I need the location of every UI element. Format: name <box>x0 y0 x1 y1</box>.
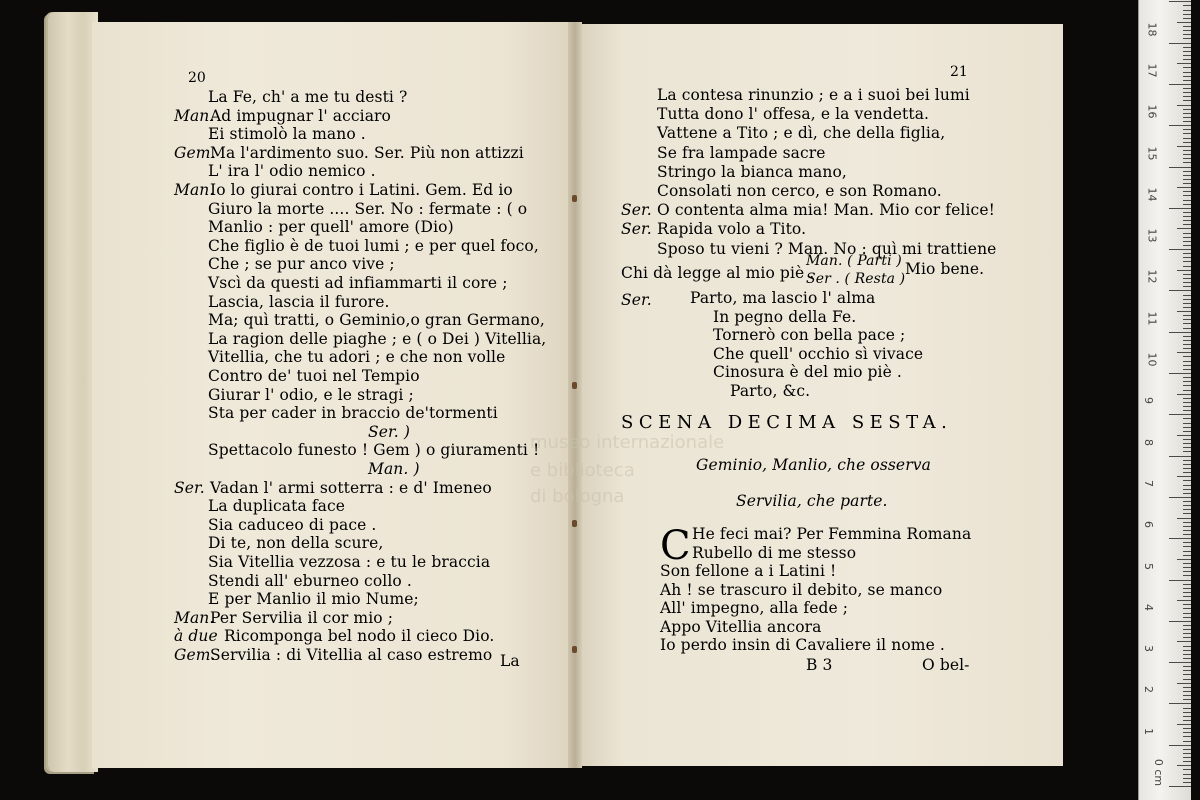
ruler-tick <box>1183 617 1191 618</box>
ruler-tick <box>1183 575 1191 576</box>
ruler-tick <box>1183 390 1191 391</box>
page-number-right: 21 <box>950 64 968 80</box>
ruler-tick <box>1183 608 1191 609</box>
ruler-tick <box>1169 290 1191 291</box>
catchword-right: O bel- <box>922 656 970 674</box>
ruler-tick <box>1183 274 1191 275</box>
ruler-tick <box>1169 332 1191 333</box>
ruler-tick <box>1183 328 1191 329</box>
ruler-tick <box>1183 195 1191 196</box>
ruler-tick <box>1183 138 1191 139</box>
ruler-tick <box>1183 191 1191 192</box>
ruler-tick <box>1183 171 1191 172</box>
verse-line: La Fe, ch' a me tu desti ? <box>208 88 408 106</box>
aria-line: Tornerò con bella pace ; <box>713 326 906 345</box>
ruler-tick <box>1183 245 1191 246</box>
ruler-tick <box>1183 282 1191 283</box>
ruler-tick <box>1169 373 1191 374</box>
ruler-tick <box>1169 745 1191 746</box>
ruler-tick <box>1183 489 1191 490</box>
watermark-line: museo internazionale <box>530 432 725 453</box>
ruler-tick <box>1183 356 1191 357</box>
speaker-label: Man. <box>174 608 215 627</box>
speaker-label: Man. <box>174 106 215 125</box>
ruler-tick <box>1183 451 1191 452</box>
ruler-tick <box>1183 637 1191 638</box>
ruler-tick <box>1183 51 1191 52</box>
ruler-tick <box>1183 344 1191 345</box>
verse-line: L' ira l' odio nemico . <box>208 162 376 181</box>
verse-line: La duplicata face <box>208 497 346 516</box>
ruler-tick <box>1177 146 1191 147</box>
ruler-tick <box>1183 315 1191 316</box>
ruler-tick <box>1183 121 1191 122</box>
ruler-tick <box>1183 712 1191 713</box>
ruler-tick <box>1183 443 1191 444</box>
ruler-tick <box>1183 551 1191 552</box>
ruler-tick <box>1183 654 1191 655</box>
ruler-tick <box>1183 522 1191 523</box>
verse-line: Giurar l' odio, e le stragi ; <box>208 385 414 404</box>
ruler-tick <box>1177 228 1191 229</box>
catchword-left: La <box>500 652 520 670</box>
speaker-label: Gem. <box>174 143 216 162</box>
ruler-tick <box>1183 418 1191 419</box>
ruler-label: 7 <box>1142 479 1155 487</box>
ruler-tick <box>1177 105 1191 106</box>
ruler-tick <box>1183 237 1191 238</box>
ruler-tick <box>1183 10 1191 11</box>
ruler-tick <box>1183 26 1191 27</box>
ruler-label: 1 <box>1142 727 1155 735</box>
ruler-tick <box>1183 650 1191 651</box>
speaker-label: Man. <box>174 181 215 199</box>
ruler-tick <box>1183 670 1191 671</box>
ruler-tick <box>1183 369 1191 370</box>
ruler-tick <box>1183 571 1191 572</box>
ruler-tick <box>1177 518 1191 519</box>
ruler-tick <box>1169 84 1191 85</box>
ruler-tick <box>1183 753 1191 754</box>
monologue-line: Son fellone a i Latini ! <box>660 562 837 580</box>
drop-cap: C <box>660 523 691 569</box>
ruler-tick <box>1183 505 1191 506</box>
ruler-tick <box>1183 687 1191 688</box>
ruler-tick <box>1183 613 1191 614</box>
ruler-tick <box>1183 113 1191 114</box>
ruler-tick <box>1183 67 1191 68</box>
ruler-tick <box>1183 736 1191 737</box>
ruler-label: 0 cm <box>1152 758 1166 787</box>
ruler-tick <box>1183 625 1191 626</box>
ruler-tick <box>1183 183 1191 184</box>
ruler-tick <box>1169 249 1191 250</box>
ruler-tick <box>1183 38 1191 39</box>
ruler-tick <box>1169 1 1191 2</box>
ruler-tick <box>1177 765 1191 766</box>
book-gutter <box>568 22 582 768</box>
split-line-top: Man. ( Parti ) <box>806 253 902 269</box>
ruler-tick <box>1183 80 1191 81</box>
ruler-tick <box>1183 526 1191 527</box>
verse-line: Spettacolo funesto ! Gem ) o giuramenti ! <box>208 441 540 460</box>
split-line-pre: Chi dà legge al mio piè . <box>621 264 815 282</box>
ruler-tick <box>1183 592 1191 593</box>
verse-line: Man. ) <box>368 460 420 478</box>
ruler-tick <box>1183 96 1191 97</box>
monologue-line: Appo Vitellia ancora <box>660 617 822 636</box>
ruler-tick <box>1183 336 1191 337</box>
scene-heading: SCENA DECIMA SESTA. <box>621 412 953 433</box>
ruler-tick <box>1177 641 1191 642</box>
ruler-tick <box>1183 427 1191 428</box>
binding-stitch <box>572 382 577 389</box>
ruler-tick <box>1183 596 1191 597</box>
ruler-tick <box>1183 175 1191 176</box>
ruler-tick <box>1183 72 1191 73</box>
monologue-line: Rubello di me stesso <box>692 543 857 562</box>
ruler-tick <box>1183 47 1191 48</box>
ruler-tick <box>1183 778 1191 779</box>
measuring-ruler <box>1138 0 1191 800</box>
ruler-tick <box>1183 385 1191 386</box>
ruler-tick <box>1183 100 1191 101</box>
ruler-tick <box>1183 398 1191 399</box>
ruler-tick <box>1183 749 1191 750</box>
ruler-tick <box>1177 187 1191 188</box>
verse-line: Sia Vitellia vezzosa : e tu le braccia <box>208 553 491 571</box>
verse-line: Che figlio è de tuoi lumi ; e per quel foco, <box>208 236 539 255</box>
ruler-tick <box>1183 220 1191 221</box>
ruler-tick <box>1183 133 1191 134</box>
verse-line: Giuro la morte .... Ser. No : fermate : ( o <box>208 199 528 218</box>
ruler-label: 13 <box>1145 228 1159 243</box>
ruler-tick <box>1169 662 1191 663</box>
verse-line: Ma; quì tratti, o Geminio,o gran Germano, <box>208 311 545 330</box>
ruler-label: 6 <box>1142 521 1155 529</box>
ruler-tick <box>1183 439 1191 440</box>
ruler-tick <box>1183 485 1191 486</box>
ruler-tick <box>1183 212 1191 213</box>
ruler-tick <box>1183 261 1191 262</box>
ruler-tick <box>1183 513 1191 514</box>
aria-line: Cinosura è del mio piè . <box>713 363 902 382</box>
ruler-tick <box>1183 468 1191 469</box>
monologue-line: Io perdo insin di Cavaliere il nome . <box>660 636 945 654</box>
verse-line: Sposo tu vieni ? Man. No : quì mi trattiene <box>657 239 997 258</box>
ruler-tick <box>1183 633 1191 634</box>
ruler-tick <box>1183 92 1191 93</box>
ruler-label: 3 <box>1142 645 1155 653</box>
verse-line: Lascia, lascia il furore. <box>208 292 390 311</box>
ruler-tick <box>1183 179 1191 180</box>
ruler-tick <box>1183 402 1191 403</box>
ruler-tick <box>1183 501 1191 502</box>
verse-line: Rapida volo a Tito. <box>657 220 807 239</box>
ruler-tick <box>1183 699 1191 700</box>
binding-stitch <box>572 646 577 653</box>
ruler-tick <box>1183 365 1191 366</box>
speaker-label: à due <box>174 627 218 646</box>
ruler-tick <box>1183 563 1191 564</box>
ruler-tick <box>1183 782 1191 783</box>
verse-line: Per Servilia il cor mio ; <box>210 608 394 627</box>
ruler-tick <box>1183 674 1191 675</box>
ruler-tick <box>1183 117 1191 118</box>
ruler-tick <box>1183 480 1191 481</box>
aria-line: Parto, &c. <box>730 382 811 400</box>
ruler-tick <box>1169 786 1191 787</box>
verse-line: O contenta alma mia! Man. Mio cor felice! <box>657 201 995 220</box>
ruler-label: 5 <box>1142 562 1155 570</box>
ruler-tick <box>1169 538 1191 539</box>
verse-line: Servilia : di Vitellia al caso estremo <box>210 646 493 664</box>
stage-direction: Geminio, Manlio, che osserva <box>696 456 931 474</box>
verse-line: Di te, non della scure, <box>208 534 384 553</box>
ruler-tick <box>1183 658 1191 659</box>
monologue-line: He feci mai? Per Femmina Romana <box>692 525 972 543</box>
ruler-tick <box>1183 447 1191 448</box>
watermark-line: di bologna <box>530 486 625 507</box>
ruler-tick <box>1183 460 1191 461</box>
verse-line: Se fra lampade sacre <box>657 143 826 162</box>
ruler-tick <box>1183 377 1191 378</box>
ruler-tick <box>1183 666 1191 667</box>
ruler-tick <box>1183 381 1191 382</box>
ruler-tick <box>1183 567 1191 568</box>
ruler-tick <box>1183 88 1191 89</box>
ruler-tick <box>1177 559 1191 560</box>
ruler-tick <box>1183 406 1191 407</box>
ruler-label: 11 <box>1145 311 1159 326</box>
ruler-tick <box>1183 59 1191 60</box>
stage-direction: Servilia, che parte. <box>736 492 888 510</box>
ruler-tick <box>1183 299 1191 300</box>
ruler-tick <box>1183 34 1191 35</box>
ruler-label: 10 <box>1145 352 1159 367</box>
aria-line: In pegno della Fe. <box>713 307 857 326</box>
verse-line: Che ; se pur anco vive ; <box>208 255 395 274</box>
ruler-tick <box>1183 323 1191 324</box>
ruler-tick <box>1183 14 1191 15</box>
verse-line: Stendi all' eburneo collo . <box>208 571 412 590</box>
ruler-label: 4 <box>1142 603 1155 611</box>
ruler-tick <box>1183 253 1191 254</box>
page-number-left: 20 <box>188 70 206 86</box>
ruler-tick <box>1183 741 1191 742</box>
ruler-tick <box>1183 129 1191 130</box>
speaker-label: Ser. <box>621 220 652 239</box>
ruler-tick <box>1183 604 1191 605</box>
ruler-tick <box>1183 584 1191 585</box>
speaker-label: Gem. <box>174 646 216 664</box>
ruler-tick <box>1183 204 1191 205</box>
ruler-tick <box>1183 200 1191 201</box>
verse-line: E per Manlio il mio Nume; <box>208 590 419 609</box>
ruler-label: 12 <box>1145 269 1159 284</box>
ruler-tick <box>1183 530 1191 531</box>
ruler-tick <box>1183 629 1191 630</box>
verse-line: Sia caduceo di pace . <box>208 515 377 534</box>
ruler-tick <box>1183 546 1191 547</box>
verse-line: La ragion delle piaghe ; e ( o Dei ) Vitellia, <box>208 329 547 348</box>
ruler-tick <box>1183 728 1191 729</box>
ruler-tick <box>1183 555 1191 556</box>
ruler-tick <box>1177 22 1191 23</box>
ruler-tick <box>1183 30 1191 31</box>
ruler-label: 16 <box>1145 104 1159 119</box>
ruler-tick <box>1183 361 1191 362</box>
ruler-tick <box>1183 695 1191 696</box>
aria-line: Che quell' occhio sì vivace <box>713 344 924 363</box>
ruler-label: 2 <box>1142 686 1155 694</box>
ruler-tick <box>1183 542 1191 543</box>
ruler-tick <box>1183 162 1191 163</box>
ruler-tick <box>1183 732 1191 733</box>
ruler-tick <box>1183 233 1191 234</box>
ruler-tick <box>1183 774 1191 775</box>
ruler-tick <box>1183 241 1191 242</box>
verse-line: La contesa rinunzio ; e a i suoi bei lumi <box>657 86 970 104</box>
ruler-tick <box>1183 534 1191 535</box>
book-page-edges <box>48 12 98 772</box>
ruler-tick <box>1169 703 1191 704</box>
ruler-label: 9 <box>1142 397 1155 405</box>
ruler-tick <box>1183 266 1191 267</box>
verse-line: Vattene a Tito ; e dì, che della figlia, <box>657 124 946 143</box>
verse-line: Consolati non cerco, e son Romano. <box>657 182 942 200</box>
verse-line: Io lo giurai contro i Latini. Gem. Ed io <box>210 181 513 199</box>
verse-line: Ei stimolò la mano . <box>208 125 366 144</box>
ruler-tick <box>1183 319 1191 320</box>
ruler-tick <box>1183 769 1191 770</box>
ruler-tick <box>1183 720 1191 721</box>
ruler-tick <box>1169 580 1191 581</box>
aria-speaker: Ser. <box>621 291 652 309</box>
ruler-tick <box>1183 646 1191 647</box>
ruler-tick <box>1169 208 1191 209</box>
ruler-tick <box>1183 18 1191 19</box>
speaker-label: Ser. <box>621 201 652 220</box>
ruler-tick <box>1183 348 1191 349</box>
ruler-tick <box>1183 588 1191 589</box>
ruler-tick <box>1169 43 1191 44</box>
verse-line: Stringo la bianca mano, <box>657 162 847 181</box>
ruler-tick <box>1183 757 1191 758</box>
split-line-post: Mio bene. <box>905 260 985 278</box>
ruler-tick <box>1183 142 1191 143</box>
monologue-line: All' impegno, alla fede ; <box>660 599 849 617</box>
ruler-tick <box>1183 224 1191 225</box>
ruler-tick <box>1177 476 1191 477</box>
verse-line: Vitellia, che tu adori ; e che non volle <box>208 348 506 367</box>
ruler-label: 15 <box>1145 146 1159 160</box>
ruler-tick <box>1183 431 1191 432</box>
ruler-tick <box>1183 76 1191 77</box>
verse-line: Ser. ) <box>368 422 410 441</box>
ruler-tick <box>1183 423 1191 424</box>
ruler-tick <box>1177 352 1191 353</box>
verse-line: Sta per cader in braccio de'tormenti <box>208 404 498 423</box>
verse-line: Ma l'ardimento suo. Ser. Più non attizzi <box>210 143 524 162</box>
ruler-tick <box>1183 340 1191 341</box>
ruler-tick <box>1183 150 1191 151</box>
ruler-tick <box>1183 55 1191 56</box>
watermark-line: e biblioteca <box>530 460 635 481</box>
monologue-line: Ah ! se trascuro il debito, se manco <box>660 580 943 599</box>
ruler-tick <box>1177 600 1191 601</box>
ruler-tick <box>1177 311 1191 312</box>
verse-line: Vadan l' armi sotterra : e d' Imeneo <box>210 478 492 497</box>
ruler-tick <box>1169 456 1191 457</box>
verse-line: Tutta dono l' offesa, e la vendetta. <box>657 105 930 124</box>
ruler-tick <box>1183 257 1191 258</box>
ruler-label: 14 <box>1145 187 1159 202</box>
ruler-tick <box>1183 708 1191 709</box>
ruler-label: 17 <box>1145 63 1159 78</box>
ruler-tick <box>1177 63 1191 64</box>
ruler-tick <box>1183 307 1191 308</box>
ruler-tick <box>1183 295 1191 296</box>
ruler-tick <box>1183 716 1191 717</box>
ruler-tick <box>1183 5 1191 6</box>
verse-line: Manlio : per quell' amore (Dio) <box>208 218 454 237</box>
verse-line: Ad impugnar l' acciaro <box>210 106 391 125</box>
binding-stitch <box>572 195 577 202</box>
ruler-tick <box>1169 497 1191 498</box>
ruler-tick <box>1183 154 1191 155</box>
ruler-tick <box>1183 109 1191 110</box>
verse-line: Ricomponga bel nodo il cieco Dio. <box>224 627 495 646</box>
binding-stitch <box>572 520 577 527</box>
ruler-tick <box>1169 167 1191 168</box>
ruler-tick <box>1183 158 1191 159</box>
ruler-tick <box>1169 125 1191 126</box>
ruler-tick <box>1169 621 1191 622</box>
ruler-tick <box>1177 683 1191 684</box>
ruler-tick <box>1169 414 1191 415</box>
ruler-tick <box>1177 394 1191 395</box>
ruler-tick <box>1183 410 1191 411</box>
ruler-label: 18 <box>1145 22 1159 37</box>
ruler-tick <box>1183 493 1191 494</box>
ruler-tick <box>1183 303 1191 304</box>
aria-line: Parto, ma lascio l' alma <box>690 289 876 307</box>
ruler-tick <box>1183 286 1191 287</box>
ruler-tick <box>1183 761 1191 762</box>
ruler-tick <box>1183 278 1191 279</box>
speaker-label: Ser. <box>174 478 205 497</box>
verse-line: Contro de' tuoi nel Tempio <box>208 367 420 385</box>
ruler-tick <box>1183 472 1191 473</box>
verse-line: Vscì da questi ad infiammarti il core ; <box>208 274 508 292</box>
ruler-tick <box>1183 509 1191 510</box>
ruler-tick <box>1183 679 1191 680</box>
split-line-bottom: Ser . ( Resta ) <box>806 271 906 287</box>
ruler-tick <box>1183 464 1191 465</box>
signature-mark: B 3 <box>806 656 833 674</box>
ruler-tick <box>1177 435 1191 436</box>
ruler-tick <box>1177 270 1191 271</box>
ruler-label: 8 <box>1142 438 1155 446</box>
ruler-tick <box>1177 724 1191 725</box>
ruler-tick <box>1183 216 1191 217</box>
ruler-tick <box>1183 691 1191 692</box>
